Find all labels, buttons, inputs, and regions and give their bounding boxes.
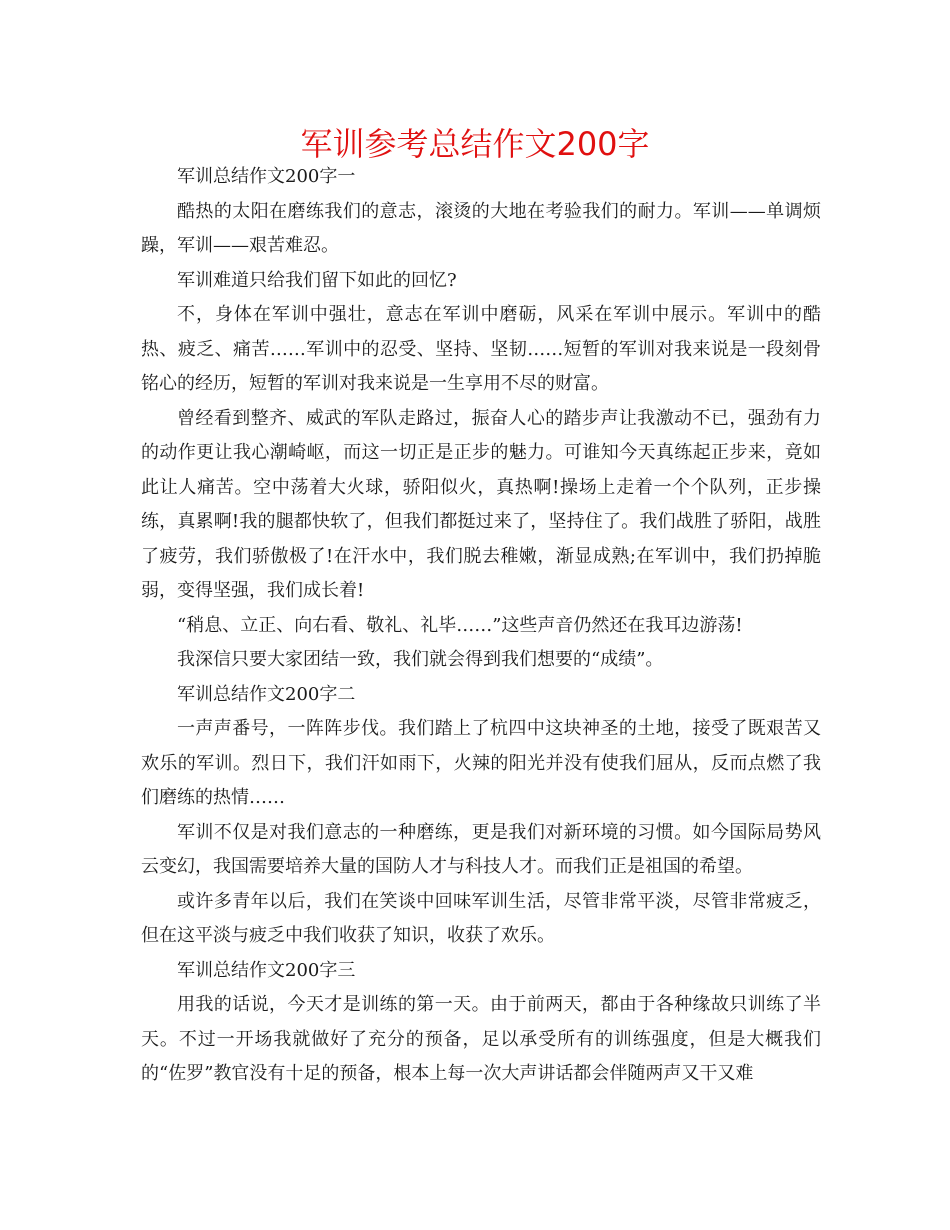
paragraph: 用我的话说，今天才是训练的第一天。由于前两天，都由于各种缘故只训练了半天。不过一开场我就做好了充分的预备，足以承受所有的训练强度，但是大概我们的“佐罗”教官没有十足的预备，根本上每一次大声讲话都会伴随两声又干又难: [141, 994, 821, 1084]
document-body: [141, 160, 821, 1092]
paragraph: 不，身体在军训中强壮，意志在军训中磨砺，风采在军训中展示。军训中的酷热、疲乏、痛苦……军训中的忍受、坚持、坚韧……短暂的军训对我来说是一段刻骨铭心的经历，短暂的军训对我来说是一生享用不尽的财富。: [141, 304, 821, 394]
section-heading-1: 军训总结作文200字一: [177, 166, 356, 187]
paragraph: 或许多青年以后，我们在笑谈中回味军训生活，尽管非常平淡，尽管非常疲乏，但在这平淡与疲乏中我们收获了知识，收获了欢乐。: [141, 890, 821, 946]
paragraph: 军训不仅是对我们意志的一种磨练，更是我们对新环境的习惯。如今国际局势风云变幻，我国需要培养大量的国防人才与科技人才。而我们正是祖国的希望。: [141, 821, 821, 877]
paragraph: 一声声番号，一阵阵步伐。我们踏上了杭四中这块神圣的土地，接受了既艰苦又欢乐的军训。烈日下，我们汗如雨下，火辣的阳光并没有使我们屈从，反而点燃了我们磨练的热情……: [141, 718, 821, 808]
paragraph: 酷热的太阳在磨练我们的意志，滚烫的大地在考验我们的耐力。军训——单调烦躁，军训——艰苦难忍。: [141, 200, 821, 256]
document-title: 军训参考总结作文200字: [300, 125, 650, 163]
section-heading-3: 军训总结作文200字三: [177, 959, 356, 981]
paragraph: 我深信只要大家团结一致，我们就会得到我们想要的“成绩”。: [177, 649, 664, 670]
section-heading-2: 军训总结作文200字二: [177, 683, 356, 705]
paragraph: 军训难道只给我们留下如此的回忆?: [177, 269, 457, 291]
paragraph: “稍息、立正、向右看、敬礼、礼毕……”这些声音仍然还在我耳边游荡!: [177, 614, 743, 636]
paragraph: 曾经看到整齐、威武的军队走路过，振奋人心的踏步声让我激动不已，强劲有力的动作更让我心潮崎岖，而这一切正是正步的魅力。可谁知今天真练起正步来，竟如此让人痛苦。空中荡着大火球，骄阳似火，真热啊!操场上走着一个个队列，正步操练，真累啊!我的腿都快软了，但我们都挺过来了，坚持住了。我们战胜了骄阳，战胜了疲劳，我们骄傲极了!在汗水中，我们脱去稚嫩，渐显成熟;在军训中，我们扔掉脆弱，变得坚强，我们成长着!: [141, 407, 821, 601]
